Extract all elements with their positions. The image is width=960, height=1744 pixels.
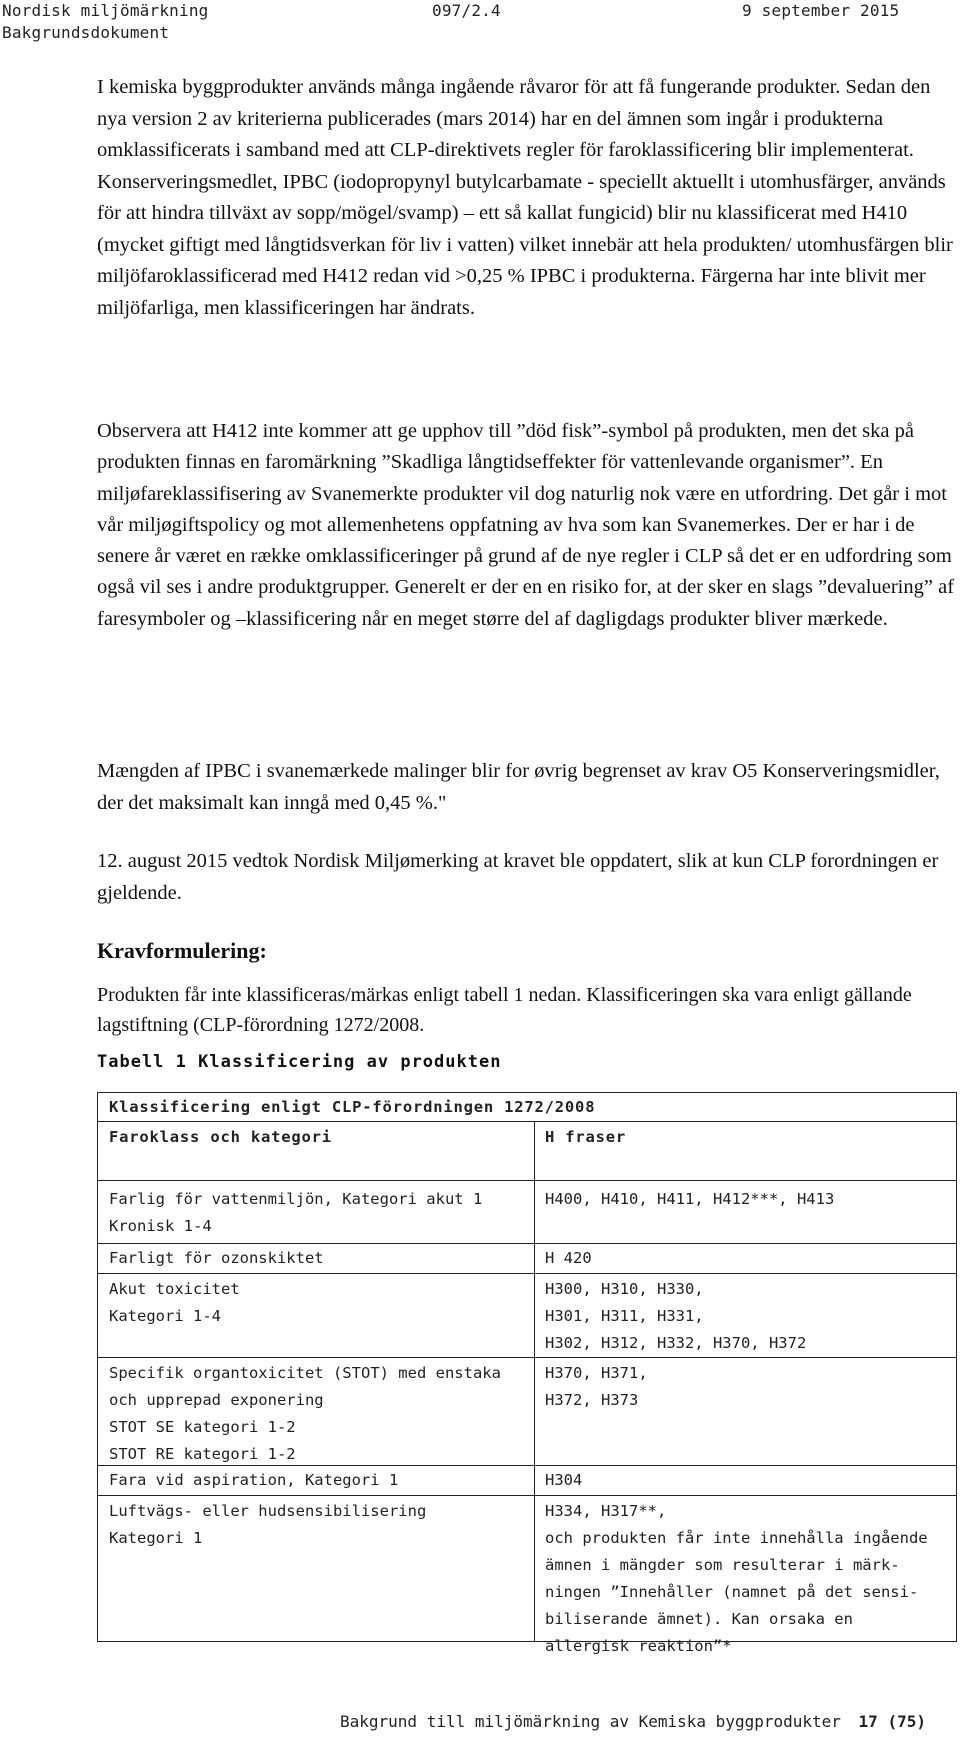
table-cell-hphrases: H400, H410, H411, H412***, H413 — [545, 1190, 835, 1208]
table-cell-category: Fara vid aspiration, Kategori 1 — [109, 1471, 399, 1489]
table-cell-hphrases: H304 — [545, 1471, 583, 1489]
table-cell-category: Luftvägs- eller hudsensibilisering Kategori 1 — [109, 1502, 427, 1547]
table-rule — [98, 1180, 956, 1181]
table-cell-category: Akut toxicitet Kategori 1-4 — [109, 1280, 240, 1325]
table-rule — [98, 1121, 956, 1122]
table-cell-hphrases: H370, H371, H372, H373 — [545, 1364, 648, 1409]
table-rule — [98, 1495, 956, 1496]
table-cell-hphrases: H334, H317**, och produkten får inte innehålla ingående ämnen i mängder som resulterar i märk- ningen ”Innehåller (namnet på det sensi- biliserande ämnet). Kan orsaka en allergisk reaktion”* — [545, 1502, 928, 1655]
header-doc-number: 097/2.4 — [432, 1, 501, 20]
paragraph-5: Produkten får inte klassificeras/märkas enligt tabell 1 nedan. Klassificeringen ska vara enligt gällande lagstiftning (CLP-förordning 1272/2008. — [97, 984, 912, 1036]
table-cell-hphrases: H 420 — [545, 1249, 592, 1267]
table-title: Klassificering enligt CLP-förordningen 1272/2008 — [109, 1098, 596, 1116]
paragraph-1: I kemiska byggprodukter används många ingående råvaror för att få fungerande produkter. Sedan den nya version 2 av kriterierna publicerades (mars 2014) har en del ämnen som ingår i produkterna omklassificerats i samband med att CLP-direktivets regler för faroklassificering blir implementerat. Konserveringsmedlet, IPBC (iodopropynyl butylcarbamate - speciellt aktuellt i utomhusfärger, används för att hindra tillväxt av sopp/mögel/svamp) – ett så kallat fungicid) blir nu klassificerat med H410 (mycket giftigt med långtidsverkan för liv i vatten) vilket innebär att hela produkten/ utomhusfärgen blir miljöfaroklassificerad med H412 redan vid >0,25 % IPBC i produkterna. Färgerna har inte blivit mer miljöfarliga, men klassificeringen har ändrats. — [97, 76, 953, 319]
section-heading: Kravformulering: — [97, 938, 267, 963]
page-footer — [340, 1712, 926, 1731]
table-column-divider — [534, 1121, 535, 1641]
header-date: 9 september 2015 — [742, 1, 900, 20]
table-cell-category: Specifik organtoxicitet (STOT) med enstaka och upprepad exponering STOT SE kategori 1-2 STOT RE kategori 1-2 — [109, 1364, 501, 1463]
table-cell-category: Farlig för vattenmiljön, Kategori akut 1 Kronisk 1-4 — [109, 1190, 483, 1235]
footer-title: Bakgrund till miljömärkning av Kemiska byggprodukter — [340, 1712, 841, 1731]
paragraph-3: Mængden af IPBC i svanemærkede malinger blir for øvrig begrenset av krav O5 Konserveringsmidler, der det maksimalt kan inngå med 0,45 %." — [97, 760, 940, 814]
header-org: Nordisk miljömärkning — [2, 1, 209, 20]
table-rule — [98, 1273, 956, 1274]
table-cell-category: Farligt för ozonskiktet — [109, 1249, 324, 1267]
classification-table — [97, 1092, 957, 1655]
table-rule — [98, 1357, 956, 1358]
table-col1-header: Faroklass och kategori — [109, 1128, 332, 1146]
table-cell-hphrases: H300, H310, H330, H301, H311, H331, H302, H312, H332, H370, H372 — [545, 1280, 807, 1352]
header-doc-type: Bakgrundsdokument — [2, 23, 170, 42]
paragraph-2: Observera att H412 inte kommer att ge upphov till ”död fisk”-symbol på produkten, men det ska på produkten finnas en faromärkning ”Skadliga långtidseffekter för vattenlevande organismer”. En miljøfareklassifisering av Svanemerkte produkter vil dog naturlig nok være en utfordring. Det går i mot vår miljøgiftspolicy og mot allemenhetens oppfatning av hva som kan Svanemerkes. Der er har i de senere år været en række omklassificeringer på grund af de nye regler i CLP så det er en udfordring som også vil ses i andre produktgrupper. Generelt er der en en risiko for, at der sker en slags ”devaluering” af faresymboler og –klassificering når en meget større del af dagligdags produkter bliver mærkede. — [97, 420, 955, 630]
footer-page-number: 17 (75) — [858, 1712, 926, 1731]
table-caption: Tabell 1 Klassificering av produkten — [97, 1052, 502, 1072]
table-rule — [98, 1243, 956, 1244]
table-col2-header: H fraser — [545, 1128, 627, 1146]
paragraph-4: 12. august 2015 vedtok Nordisk Miljømerking at kravet ble oppdatert, slik at kun CLP forordningen er gjeldende. — [97, 850, 939, 904]
